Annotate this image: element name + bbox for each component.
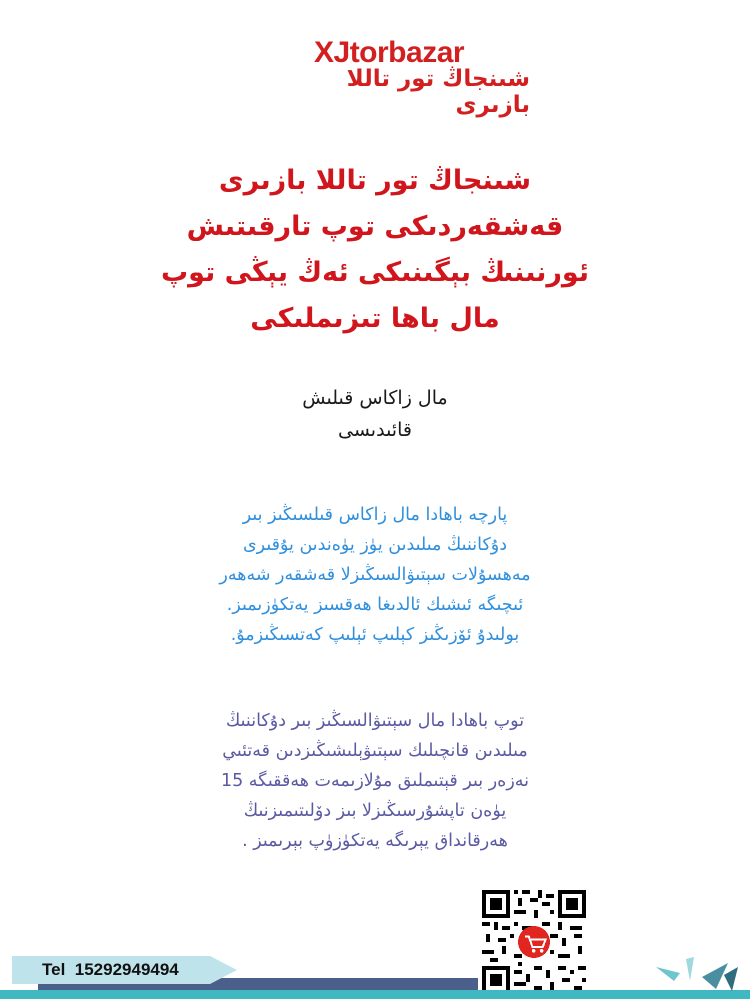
page-title <box>100 158 650 342</box>
paragraph-line: مىلىدىن قانچىلىك سېتىۋېلىشىڭىزدىن قەتئىي <box>222 741 528 761</box>
subtitle-line: مال زاكاس قىلىش <box>302 387 448 409</box>
retail-order-paragraph <box>140 500 610 650</box>
title-line: مال باھا تىزىملىكى <box>250 303 500 334</box>
paragraph-line: توپ باھادا مال سېتىۋالسىڭىز بىر دۇكاننىڭ <box>225 711 525 731</box>
tel-number: 15292949494 <box>74 960 179 979</box>
paragraph-line: بولىدۇ ئۆزىڭىز كېلىپ ئېلىپ كەتسىڭىزمۇ. <box>230 625 520 645</box>
title-line: ئورنىنىڭ بېگىنىكى ئەڭ يېڭى توپ <box>161 257 589 288</box>
title-line: قەشقەردىكى توپ تارقىتىش <box>186 211 564 242</box>
logo-latin-text: XJtorbazar <box>314 36 465 69</box>
wholesale-order-paragraph <box>140 706 610 856</box>
subtitle <box>150 382 600 446</box>
qr-code-icon[interactable] <box>482 890 586 994</box>
logo-arabic-text: شىنجاڭ تور تاللا بازىرى <box>346 66 530 118</box>
subtitle-line: قائىدىسى <box>338 419 412 441</box>
paragraph-line: يۈەن تاپشۇرسىڭىزلا بىز دۆلىتىمىزنىڭ <box>243 801 507 821</box>
paragraph-line: مەھسۇلات سېتىۋالسىڭىزلا قەشقەر شەھەر <box>219 565 531 585</box>
paragraph-line: نەزەر بىر قېتىملىق مۇلازىمەت ھەققىگە 15 <box>220 771 530 791</box>
tel-label: Tel <box>42 960 66 979</box>
footer-stripe-teal <box>0 990 750 999</box>
logo <box>270 36 530 118</box>
title-line: شىنجاڭ تور تاللا بازىرى <box>218 165 532 196</box>
paragraph-line: ھەرقانداق يېرىگە يەتكۈزۈپ بېرىمىز . <box>242 831 508 851</box>
paragraph-line: دۇكاننىڭ مىلىدىن يۈز يۈەندىن يۇقىرى <box>242 535 508 555</box>
paragraph-line: پارچە باھادا مال زاكاس قىلسىڭىز بىر <box>242 505 508 525</box>
paragraph-line: ئىچىگە ئىشىك ئالدىغا ھەقسىز يەتكۈزىمىز. <box>226 595 524 615</box>
footer-decoration-icon <box>650 955 740 995</box>
tel-contact[interactable] <box>42 958 179 982</box>
